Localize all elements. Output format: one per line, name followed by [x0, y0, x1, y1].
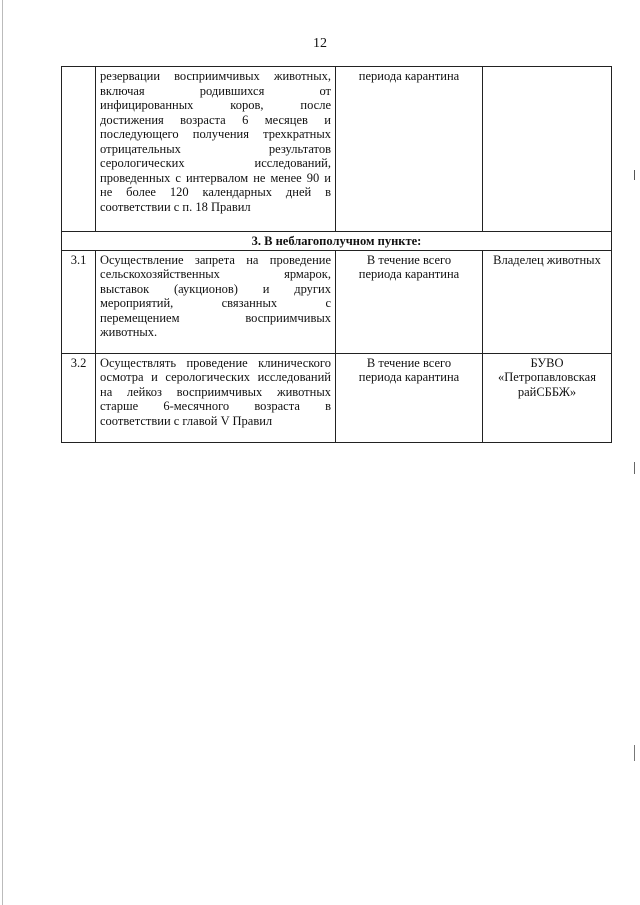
page-number: 12	[313, 36, 327, 51]
action-cell	[96, 67, 336, 232]
row-number-cell: 3.1	[62, 250, 96, 353]
action-line: перемещением восприимчивых	[100, 310, 331, 325]
table-row-continuation	[62, 67, 612, 232]
term-cell	[336, 353, 483, 442]
row-number-cell	[62, 67, 96, 232]
action-line: проведенных с интервалом не менее 90 и	[100, 170, 331, 185]
action-line: включая родившихся от	[100, 83, 331, 98]
scan-artifact-mark	[634, 745, 635, 761]
table-row	[62, 250, 612, 353]
measures-table	[61, 66, 612, 443]
responsible-line: райСББЖ»	[517, 384, 577, 399]
table-row	[62, 353, 612, 442]
scan-artifact-line	[2, 0, 3, 905]
responsible-line: Владелец животных	[493, 252, 601, 267]
responsible-cell	[483, 67, 612, 232]
action-line: отрицательных результатов	[100, 141, 331, 156]
action-line: сельскохозяйственных ярмарок,	[100, 267, 331, 281]
action-line: осмотра и серологических исследований	[100, 370, 331, 384]
action-line: серологических исследований,	[100, 156, 331, 170]
action-line: мероприятий, связанных с	[100, 296, 331, 310]
responsible-line: «Петропавловская	[498, 370, 596, 384]
action-line: инфицированных коров, после	[100, 98, 331, 112]
section-header-row	[62, 232, 612, 251]
action-line: последующего получения трехкратных	[100, 127, 331, 141]
responsible-cell	[483, 250, 612, 353]
action-line: Осуществлять проведение клинического	[100, 355, 331, 370]
scan-artifact-mark	[634, 462, 635, 474]
action-line: соответствии с главой V Правил	[100, 413, 273, 428]
action-line: старше 6-месячного возраста в	[100, 399, 331, 413]
term-line: В течение всего	[366, 252, 452, 267]
term-line: В течение всего	[366, 355, 452, 370]
action-line: резервации восприимчивых животных,	[100, 69, 331, 83]
term-cell	[336, 250, 483, 353]
scan-artifact-mark	[634, 170, 635, 180]
section-title: 3. В неблагополучном пункте:	[62, 232, 612, 251]
responsible-line: БУВО	[530, 355, 564, 370]
action-line: на лейкоз восприимчивых животных	[100, 384, 331, 399]
row-number-cell: 3.2	[62, 353, 96, 442]
action-line: выставок (аукционов) и других	[100, 281, 331, 296]
responsible-cell	[483, 353, 612, 442]
term-cell: периода карантина	[336, 67, 483, 232]
action-cell	[96, 353, 336, 442]
term-line: периода карантина	[358, 370, 460, 384]
action-cell	[96, 250, 336, 353]
term-line: периода карантина	[358, 267, 460, 281]
action-line: Осуществление запрета на проведение	[100, 252, 331, 267]
action-line: достижения возраста 6 месяцев и	[100, 112, 331, 127]
action-line: не более 120 календарных дней в	[100, 185, 331, 199]
action-line: соответствии с п. 18 Правил	[100, 199, 251, 214]
action-line: животных.	[100, 325, 158, 339]
